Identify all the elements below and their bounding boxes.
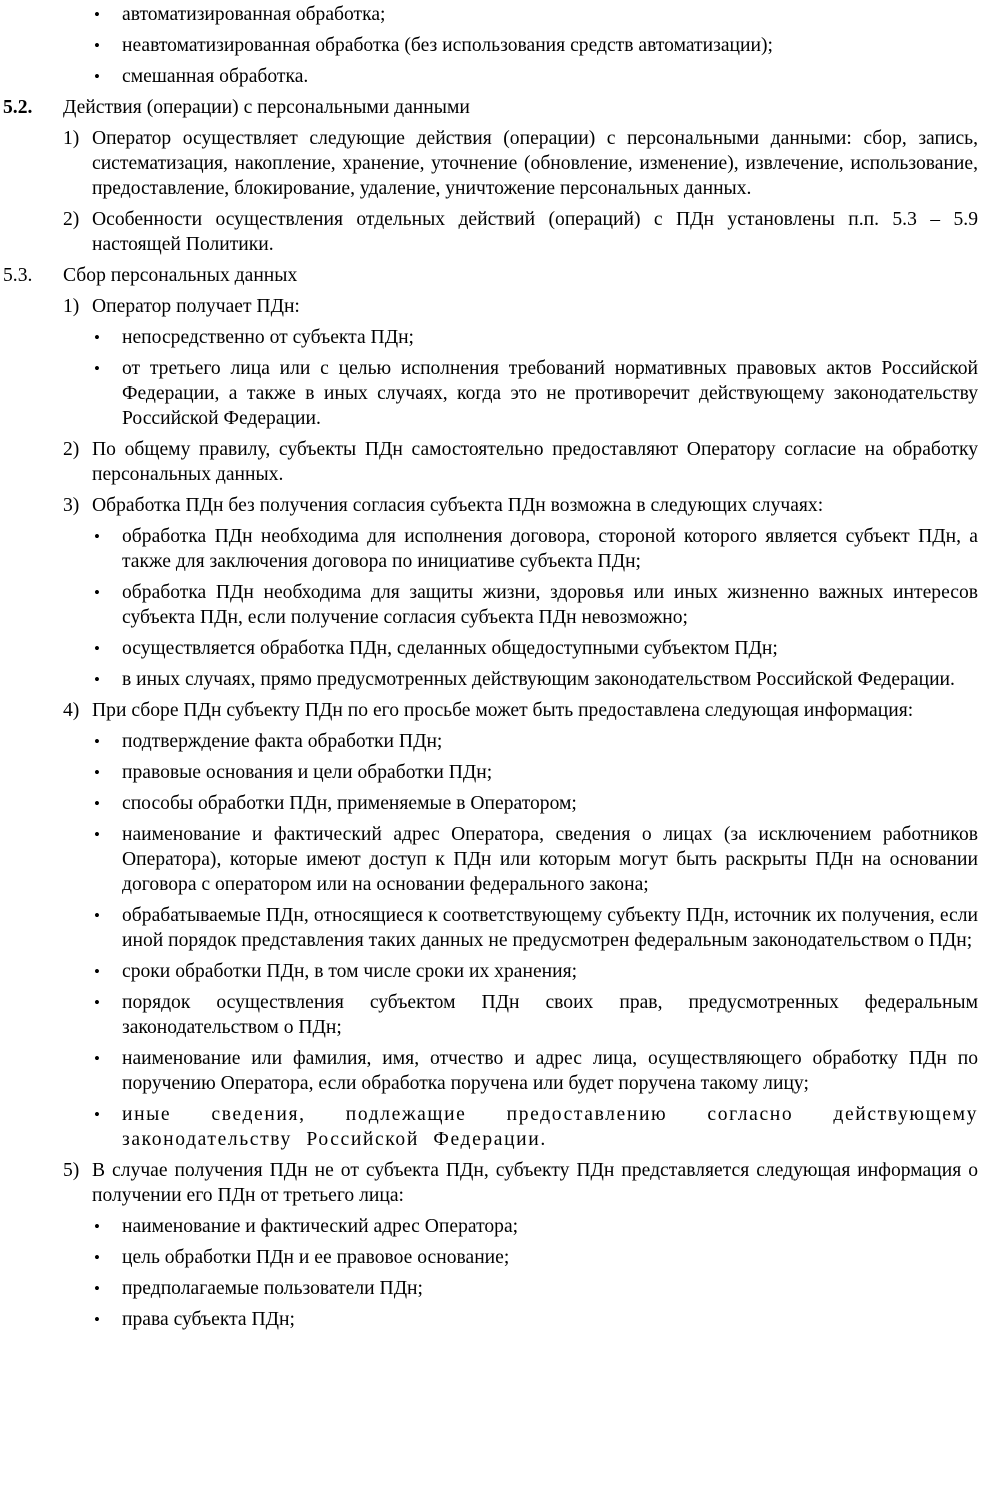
list-item (0, 791, 984, 816)
bullet-text: способы обработки ПДн, применяемые в Оператором; (122, 793, 577, 814)
bullet-icon: • (94, 1248, 100, 1267)
item-number: 2) (63, 209, 80, 230)
list-item (0, 356, 984, 431)
bullet-icon: • (94, 359, 100, 378)
item-number: 5) (63, 1160, 80, 1181)
bullet-text: смешанная обработка. (122, 66, 309, 87)
bullet-icon: • (94, 794, 100, 813)
list-item (0, 64, 984, 89)
item-text: Особенности осуществления отдельных действий (операций) с ПДн установлены п.п. 5.3 – 5.9 настоящей Политики. (92, 209, 978, 255)
bullet-icon: • (94, 639, 100, 658)
list-item (0, 667, 984, 692)
bullet-text: обработка ПДн необходима для защиты жизни, здоровья или иных жизненно важных интересов субъекта ПДн, если получение согласия субъекта ПДн невозможно; (122, 582, 978, 628)
bullet-icon: • (94, 906, 100, 925)
item-number: 1) (63, 128, 80, 149)
item-number: 2) (63, 439, 80, 460)
list-item (0, 1245, 984, 1270)
section-number: 5.3. (3, 265, 33, 286)
list-item (0, 760, 984, 785)
bullet-icon: • (94, 583, 100, 602)
bullet-text: обрабатываемые ПДн, относящиеся к соответствующему субъекту ПДн, источник их получения, если иной порядок представления таких данных не предусмотрен федеральным законодательством о ПДн; (122, 905, 978, 951)
numbered-item (0, 207, 984, 257)
list-item (0, 636, 984, 661)
bullet-text: подтверждение факта обработки ПДн; (122, 731, 443, 752)
section-title: Действия (операции) с персональными данными (63, 97, 470, 118)
list-item (0, 990, 984, 1040)
list-item (0, 524, 984, 574)
bullet-text: цель обработки ПДн и ее правовое основание; (122, 1247, 510, 1268)
bullet-text: осуществляется обработка ПДн, сделанных общедоступными субъектом ПДн; (122, 638, 778, 659)
section-title: Сбор персональных данных (63, 265, 298, 286)
bullet-icon: • (94, 993, 100, 1012)
numbered-item (0, 1158, 984, 1208)
bullet-icon: • (94, 670, 100, 689)
section-number: 5.2. (3, 97, 33, 118)
bullet-icon: • (94, 527, 100, 546)
list-item (0, 903, 984, 953)
item-text: Обработка ПДн без получения согласия субъекта ПДн возможна в следующих случаях: (92, 495, 824, 516)
bullet-icon: • (94, 1310, 100, 1329)
section-heading-5-3 (0, 263, 984, 288)
list-item (0, 325, 984, 350)
bullet-text: непосредственно от субъекта ПДн; (122, 327, 415, 348)
bullet-icon: • (94, 1105, 100, 1124)
numbered-item (0, 493, 984, 518)
bullet-text: неавтоматизированная обработка (без использования средств автоматизации); (122, 35, 773, 56)
list-item (0, 959, 984, 984)
bullet-text: обработка ПДн необходима для исполнения договора, стороной которого является субъект ПДн, а также для заключения договора по инициативе субъекта ПДн; (122, 526, 978, 572)
bullet-text: иные сведения, подлежащие предоставлению согласно действующему законодательству Российской Федерации. (122, 1104, 978, 1150)
list-item (0, 729, 984, 754)
item-text: Оператор получает ПДн: (92, 296, 300, 317)
bullet-text: порядок осуществления субъектом ПДн своих прав, предусмотренных федеральным законодательством о ПДн; (122, 992, 978, 1038)
bullet-text: в иных случаях, прямо предусмотренных действующим законодательством Российской Федерации. (122, 669, 955, 690)
bullet-text: автоматизированная обработка; (122, 4, 386, 25)
bullet-icon: • (94, 763, 100, 782)
numbered-item (0, 294, 984, 319)
item-text: В случае получения ПДн не от субъекта ПДн, субъекту ПДн представляется следующая информация о получении его ПДн от третьего лица: (92, 1160, 978, 1206)
numbered-item (0, 437, 984, 487)
bullet-icon: • (94, 36, 100, 55)
numbered-item (0, 126, 984, 201)
list-item (0, 33, 984, 58)
list-item (0, 580, 984, 630)
bullet-text: предполагаемые пользователи ПДн; (122, 1278, 423, 1299)
bullet-icon: • (94, 328, 100, 347)
bullet-text: от третьего лица или с целью исполнения требований нормативных правовых актов Российской Федерации, а также в иных случаях, когда это не противоречит действующему законодательству Российской Федерации. (122, 358, 978, 429)
bullet-text: наименование или фамилия, имя, отчество и адрес лица, осуществляющего обработку ПДн по поручению Оператора, если обработка поручена или будет поручена такому лицу; (122, 1048, 978, 1094)
bullet-icon: • (94, 1217, 100, 1236)
bullet-icon: • (94, 1279, 100, 1298)
list-item (0, 822, 984, 897)
item-text: При сборе ПДн субъекту ПДн по его просьбе может быть предоставлена следующая информация: (92, 700, 914, 721)
section-heading-5-2 (0, 95, 984, 120)
bullet-text: наименование и фактический адрес Оператора; (122, 1216, 519, 1237)
bullet-icon: • (94, 732, 100, 751)
numbered-item (0, 698, 984, 723)
list-item (0, 1102, 984, 1152)
list-item (0, 1046, 984, 1096)
item-number: 4) (63, 700, 80, 721)
list-item (0, 1214, 984, 1239)
item-number: 3) (63, 495, 80, 516)
bullet-text: сроки обработки ПДн, в том числе сроки их хранения; (122, 961, 578, 982)
item-text: По общему правилу, субъекты ПДн самостоятельно предоставляют Оператору согласие на обработку персональных данных. (92, 439, 978, 485)
list-item (0, 2, 984, 27)
bullet-icon: • (94, 962, 100, 981)
document-page (0, 2, 984, 1338)
bullet-icon: • (94, 5, 100, 24)
bullet-text: правовые основания и цели обработки ПДн; (122, 762, 493, 783)
bullet-text: права субъекта ПДн; (122, 1309, 295, 1330)
bullet-icon: • (94, 67, 100, 86)
bullet-text: наименование и фактический адрес Оператора, сведения о лицах (за исключением работников Оператора), которые имеют доступ к ПДн или которым могут быть раскрыты ПДн на основании договора с оператором или на основании федерального закона; (122, 824, 978, 895)
bullet-icon: • (94, 825, 100, 844)
list-item (0, 1276, 984, 1301)
bullet-icon: • (94, 1049, 100, 1068)
item-number: 1) (63, 296, 80, 317)
item-text: Оператор осуществляет следующие действия (операции) с персональными данными: сбор, запись, систематизация, накопление, хранение, уточнение (обновление, изменение), извлечение, использование, предоставление, блокирование, удаление, уничтожение персональных данных. (92, 128, 978, 199)
list-item (0, 1307, 984, 1332)
